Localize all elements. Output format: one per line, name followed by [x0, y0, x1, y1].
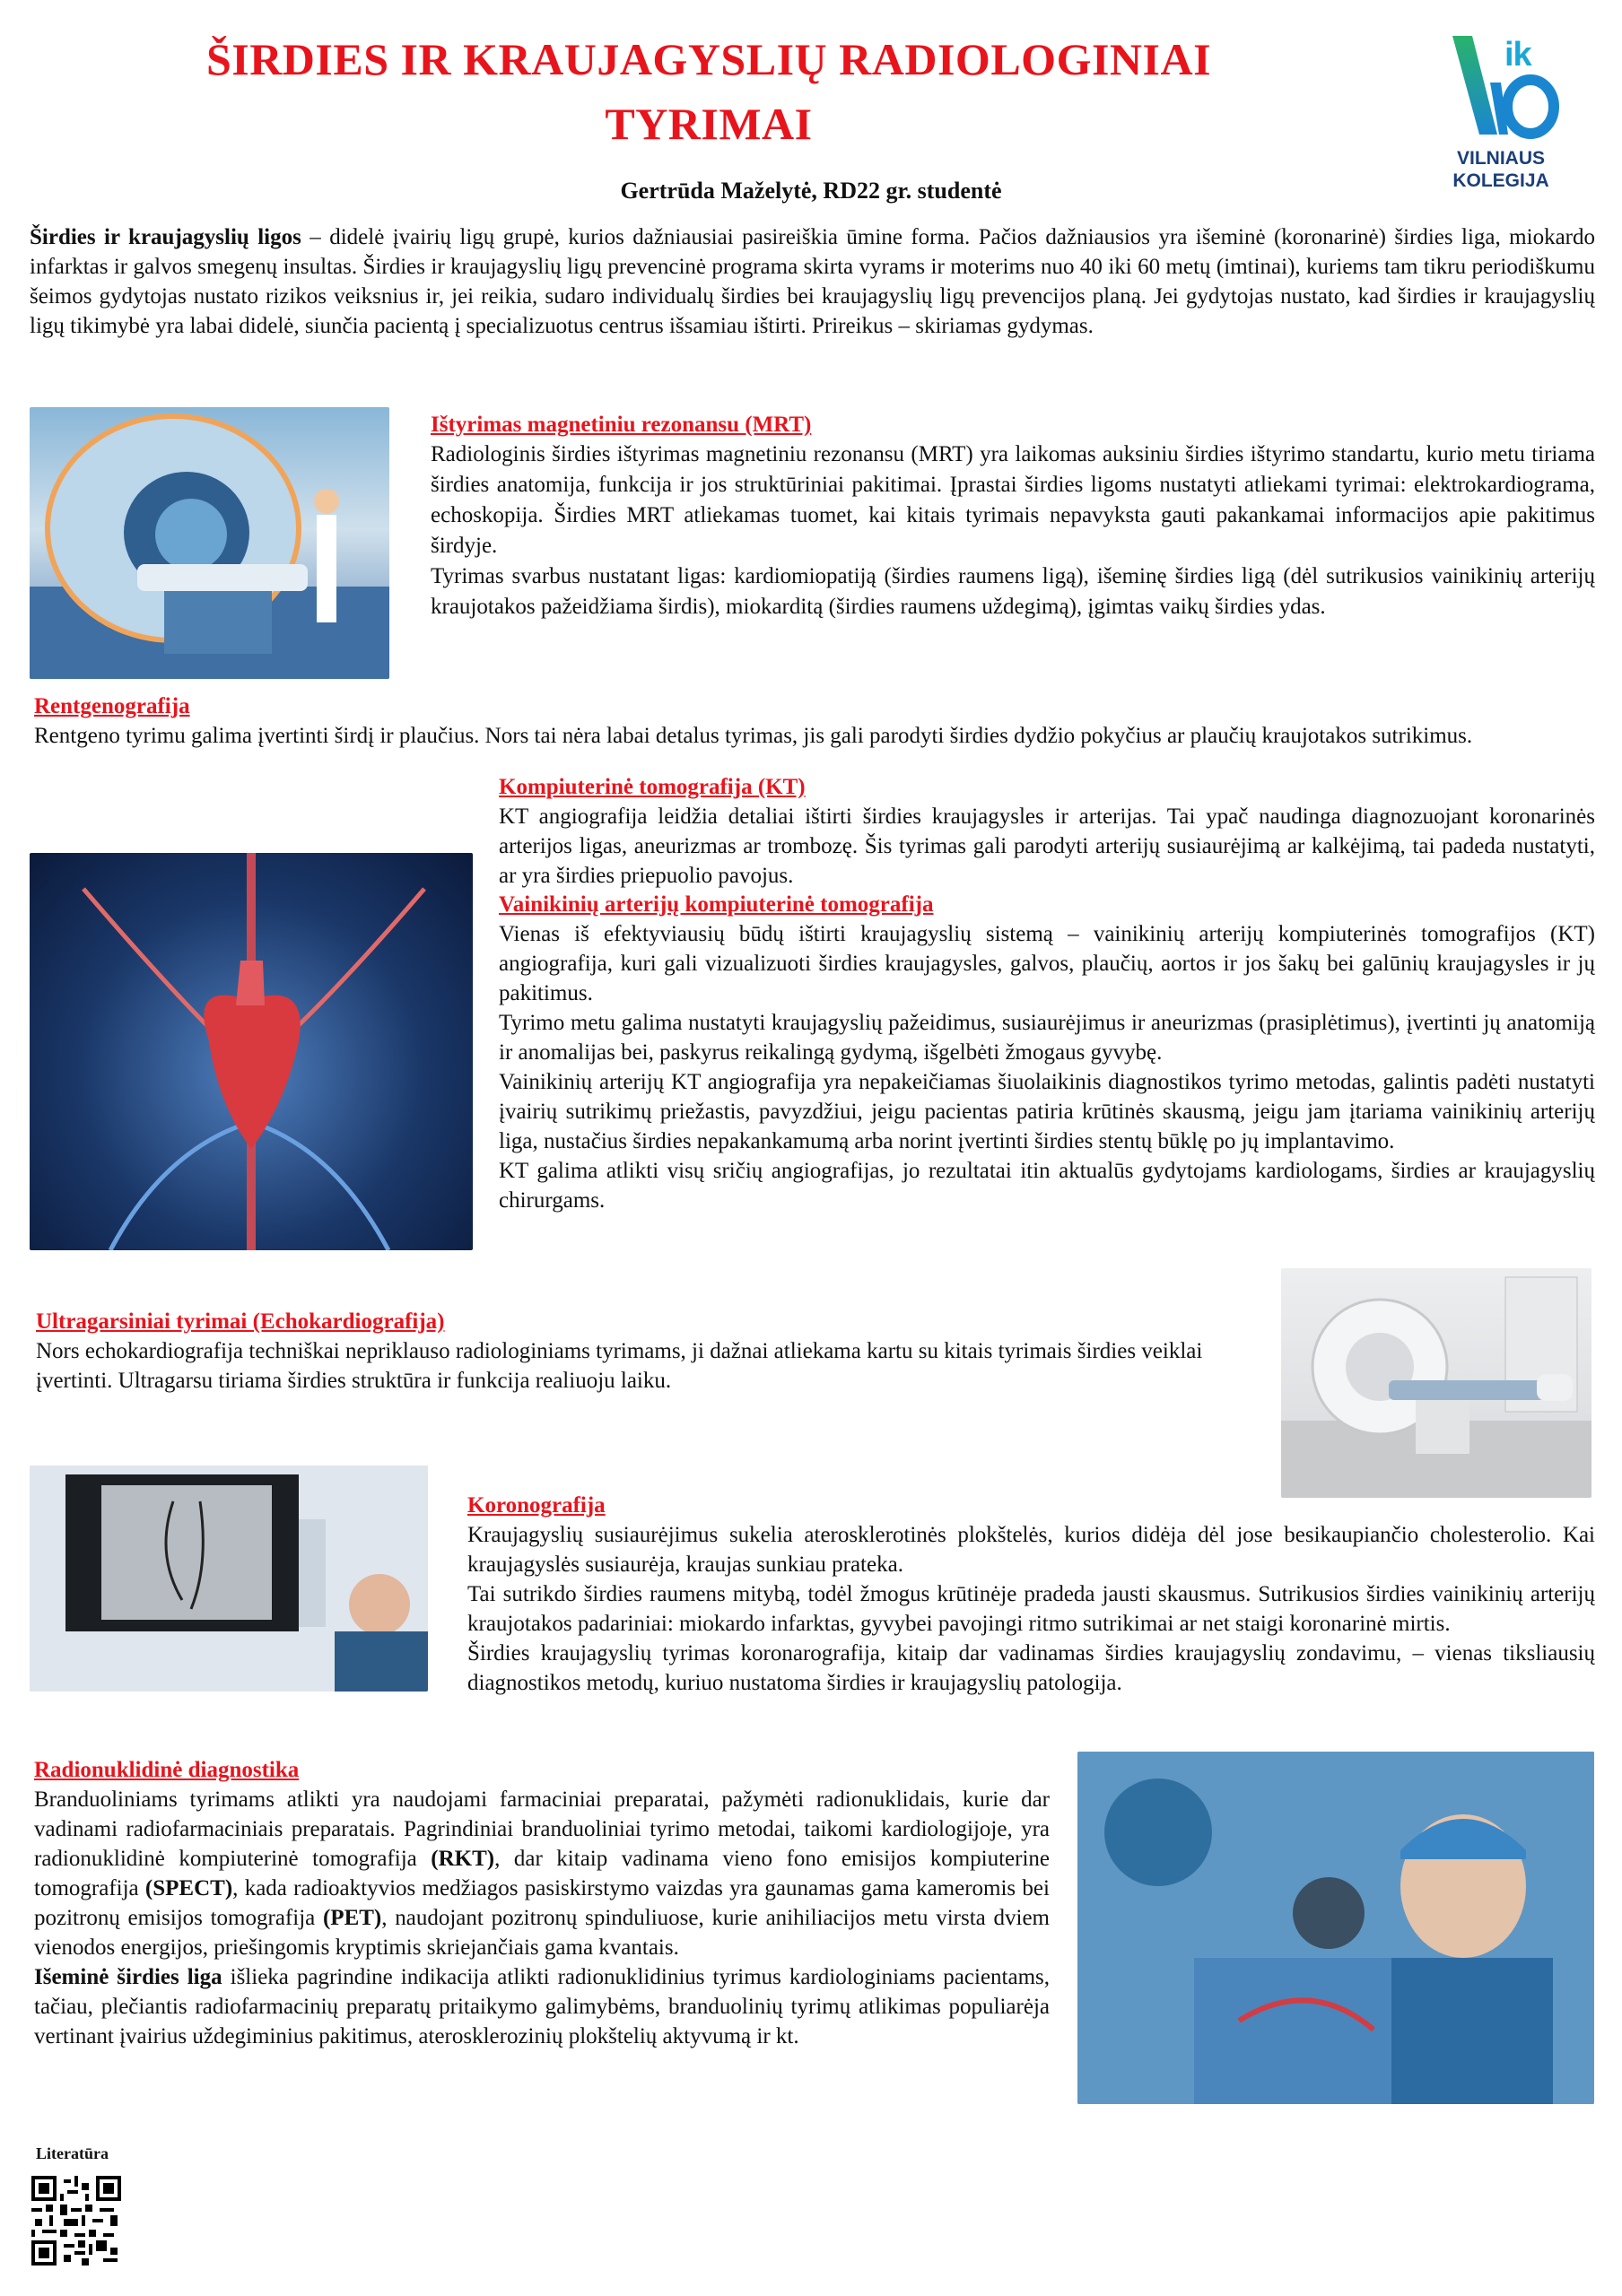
viko-logo [1429, 20, 1573, 199]
mrt-section [431, 411, 1595, 622]
ct-scanner-icon [1281, 1268, 1591, 1498]
poster-title [108, 27, 1310, 156]
angiography-monitor-icon [30, 1465, 428, 1692]
mri-illustration [30, 407, 389, 679]
logo-line1: VILNIAUS [1456, 148, 1545, 169]
surgery-photo [1077, 1752, 1594, 2104]
rtg-heading: Rentgenografija [34, 694, 190, 718]
mri-scanner-icon [30, 407, 389, 679]
radio-section [34, 1756, 1050, 2051]
ct-scanner-photo [1281, 1268, 1591, 1498]
kt-heading: Kompiuterinė tomografija (KT) [499, 775, 806, 799]
echo-section [36, 1308, 1274, 1396]
radio-p1-a: Branduoliniams tyrimams atlikti yra naudojami farmaciniai preparatai, pažymėti radionuklidais, kurie dar vadinami radiofarmaciniais preparatais. Pagrindiniai branduoliniai tyrimo metodai, taikomi kardiologijoje, yra radionuklidinė kompiuterinė tomografija [34, 1787, 1050, 1871]
radio-p2-bold: Išeminė širdies liga [34, 1965, 222, 1989]
logo-line2: KOLEGIJA [1452, 170, 1549, 191]
literature-label: Literatūra [36, 2144, 109, 2162]
mrt-paragraph-2: Tyrimas svarbus nustatant ligas: kardiomiopatiją (širdies raumens ligą), išeminę širdies ligą (dėl sutrikusios vainikinių arterijų kraujotakos pažeidžiama širdis), miokarditą (širdies raumens uždegimą), įgimtas vaikų širdies ydas. [431, 564, 1595, 619]
radio-p1-e: , kada radioaktyvios medžiagos pasiskirstymo vaizdas yra gaunamas gama kameromis bei pozitronų emisijos tomografija [34, 1876, 1050, 1930]
echo-heading: Ultragarsiniai tyrimai (Echokardiografija) [36, 1309, 445, 1334]
radio-p1-pet: (PET) [322, 1906, 382, 1930]
vakt-paragraph-2: Tyrimo metu galima nustatyti kraujagyslių pažeidimus, susiaurėjimus ir aneurizmas (prasiplėtimus), įvertinti jų anatomiją ir anomalijas bei, paskyrus reikalingą gydymą, išgelbėti žmogaus gyvybę. [499, 1011, 1595, 1065]
logo-o-mark-icon [1499, 72, 1562, 142]
koro-paragraph-1: Kraujagyslių susiaurėjimus sukelia aterosklerotinės plokštelės, kurios didėja dėl jose besikaupiančio cholesterolio. Kai kraujagyslės susiaurėja, kraujas sunkiau prateka. [467, 1523, 1595, 1577]
radio-p2-text: išlieka pagrindine indikacija atlikti radionuklidinius tyrimus kardiologiniams pacientams, tačiau, plečiantis radiofarmacinių preparatų pritaikymo galimybėms, branduolinių tyrimų atlikimas populiarėja vertinant įvairius uždegiminius pakitimus, aterosklerozinių plokštelių aktyvumą ir kt. [34, 1965, 1051, 2048]
qr-code-icon [31, 2176, 121, 2266]
author-line: Gertrūda Maželytė, RD22 gr. studentė [620, 178, 1002, 204]
heart-vessels-icon [30, 853, 473, 1250]
kt-section [499, 773, 1595, 1215]
logo-ik-letters: ik [1504, 36, 1531, 74]
vakt-heading: Vainikinių arterijų kompiuterinė tomografija [499, 892, 934, 917]
qr-code[interactable] [31, 2176, 121, 2266]
radio-paragraph-2 [34, 1962, 1050, 2051]
koro-paragraph-2: Tai sutrikdo širdies raumens mitybą, todėl žmogus krūtinėje pradeda jausti skausmus. Sutrikusios širdies vainikinių arterijų kraujotakos padariniai: miokardo infarktas, gyvybei pavojingi ritmo sutrikimai ar net staigi koronarinė mirtis. [467, 1582, 1595, 1636]
vakt-paragraph-3: Vainikinių arterijų KT angiografija yra nepakeičiamas šiuolaikinis diagnostikos tyrimo metodas, galintis padėti nustatyti įvairių sutrikimų priežastis, pavyzdžiui, jeigu pacientas patiria krūtinės skausmą, jeigu jam įtariama vainikinių arterijų liga, nustačius širdies nepakankamumą arba norint įvertinti širdies stentų būklę po jų implantavimo. [499, 1070, 1595, 1153]
surgeons-icon [1077, 1752, 1594, 2104]
intro-text: – didelė įvairių ligų grupė, kurios dažniausiai pasireiškia ūmine forma. Pačios dažniausios yra išeminė (koronarinė) širdies liga, miokardo infarktas ir galvos smegenų insultas. Širdies ir kraujagyslių ligų prevencinė programa skirta vyrams ir moterims nuo 40 iki 60 metų (imtinai), kuriems tam tikru periodiškumu šeimos gydytojas nustato rizikos veiksnius ir, jei reikia, sudaro individualų širdies bei kraujagyslių ligų prevencijos planą. Jei gydytojas nustato, kad širdies ir kraujagyslių ligų tikimybė yra labai didelė, siunčia pacientą į specializuotus centrus išsamiau ištirti. Prireikus – skiriamas gydymas. [30, 225, 1595, 338]
coronography-photo [30, 1465, 428, 1692]
koro-paragraph-3: Širdies kraujagyslių tyrimas koronarografija, kitaip dar vadinamas širdies kraujagyslių zondavimu, – vienas tiksliausių diagnostikos metodų, kuriuo nustatoma širdies ir kraujagyslių patologija. [467, 1641, 1595, 1695]
poster-title-line2: TYRIMAI [605, 99, 813, 149]
kt-paragraph: KT angiografija leidžia detaliai ištirti širdies kraujagysles ir arterijas. Tai ypač naudinga diagnozuojant koronarinės arterijos ligas, aneurizmas ar trombozę. Šis tyrimas gali parodyti arterijų susiaurėjimą ar kalkėjimą, tai padeda nustatyti, ar yra širdies priepuolio pavojus. [499, 804, 1595, 888]
echo-paragraph: Nors echokardiografija techniškai nepriklauso radiologiniams tyrimams, ji dažnai atliekama kartu su kitais tyrimais širdies veiklai įvertinti. Ultragarsu tiriama širdies struktūra ir funkcija realiuoju laiku. [36, 1339, 1203, 1393]
rtg-paragraph: Rentgeno tyrimu galima įvertinti širdį ir plaučius. Nors tai nėra labai detalus tyrimas, jis gali parodyti širdies dydžio pokyčius ar plaučių kraujotakos sutrikimus. [34, 724, 1473, 748]
intro-bold: Širdies ir kraujagyslių ligos [30, 225, 301, 249]
radio-p1-c: , dar kitaip vadinama vieno fono emisijos kompiuterine tomografija [34, 1847, 1050, 1900]
radio-paragraph-1 [34, 1785, 1050, 1962]
heart-illustration [30, 853, 473, 1250]
mrt-heading: Ištyrimas magnetiniu rezonansu (MRT) [431, 413, 812, 437]
vakt-paragraph-4: KT galima atlikti visų sričių angiografijas, jo rezultatai itin aktualūs gydytojams kardiologams, širdies ar kraujagyslių chirurgams. [499, 1159, 1595, 1213]
mrt-paragraph-1: Radiologinis širdies ištyrimas magnetiniu rezonansu (MRT) yra laikomas auksiniu širdies ištyrimo standartu, kurio metu tiriama širdies anatomija, funkcija ir jos struktūriniai pakitimai. Įprastai širdies ligoms nustatyti atliekami tyrimai: elektrokardiograma, echoskopija. Širdies MRT atliekamas tuomet, kai kitais tyrimais nepavyksta gauti pakankamai informacijos apie pakitimus širdyje. [431, 442, 1595, 558]
radio-heading: Radionuklidinė diagnostika [34, 1758, 300, 1782]
radio-p1-g: , naudojant pozitronų spinduliuose, kurie anihiliacijos metu virsta dviem vienodos energijos, priešingomis kryptimis skriejančiais gama kvantais. [34, 1906, 1050, 1960]
logo-wordmark [1429, 147, 1573, 192]
rtg-section [34, 692, 1595, 751]
poster-title-line1: ŠIRDIES IR KRAUJAGYSLIŲ RADIOLOGINIAI [205, 34, 1212, 84]
radio-p1-rkt: (RKT) [431, 1847, 495, 1871]
vakt-paragraph-1: Vienas iš efektyviausių būdų ištirti kraujagyslių sistemą – vainikinių arterijų kompiuterinės tomografijos (KT) angiografija, kuri gali vizualizuoti širdies kraujagysles, galvos, plaučių, aortos ir jos šakų bei galūnių kraujagysles ir jų pakitimus. [499, 922, 1595, 1005]
intro-paragraph [30, 222, 1595, 341]
radio-p1-spect: (SPECT) [144, 1876, 233, 1900]
koro-heading: Koronografija [467, 1493, 606, 1518]
koro-section [467, 1492, 1595, 1698]
